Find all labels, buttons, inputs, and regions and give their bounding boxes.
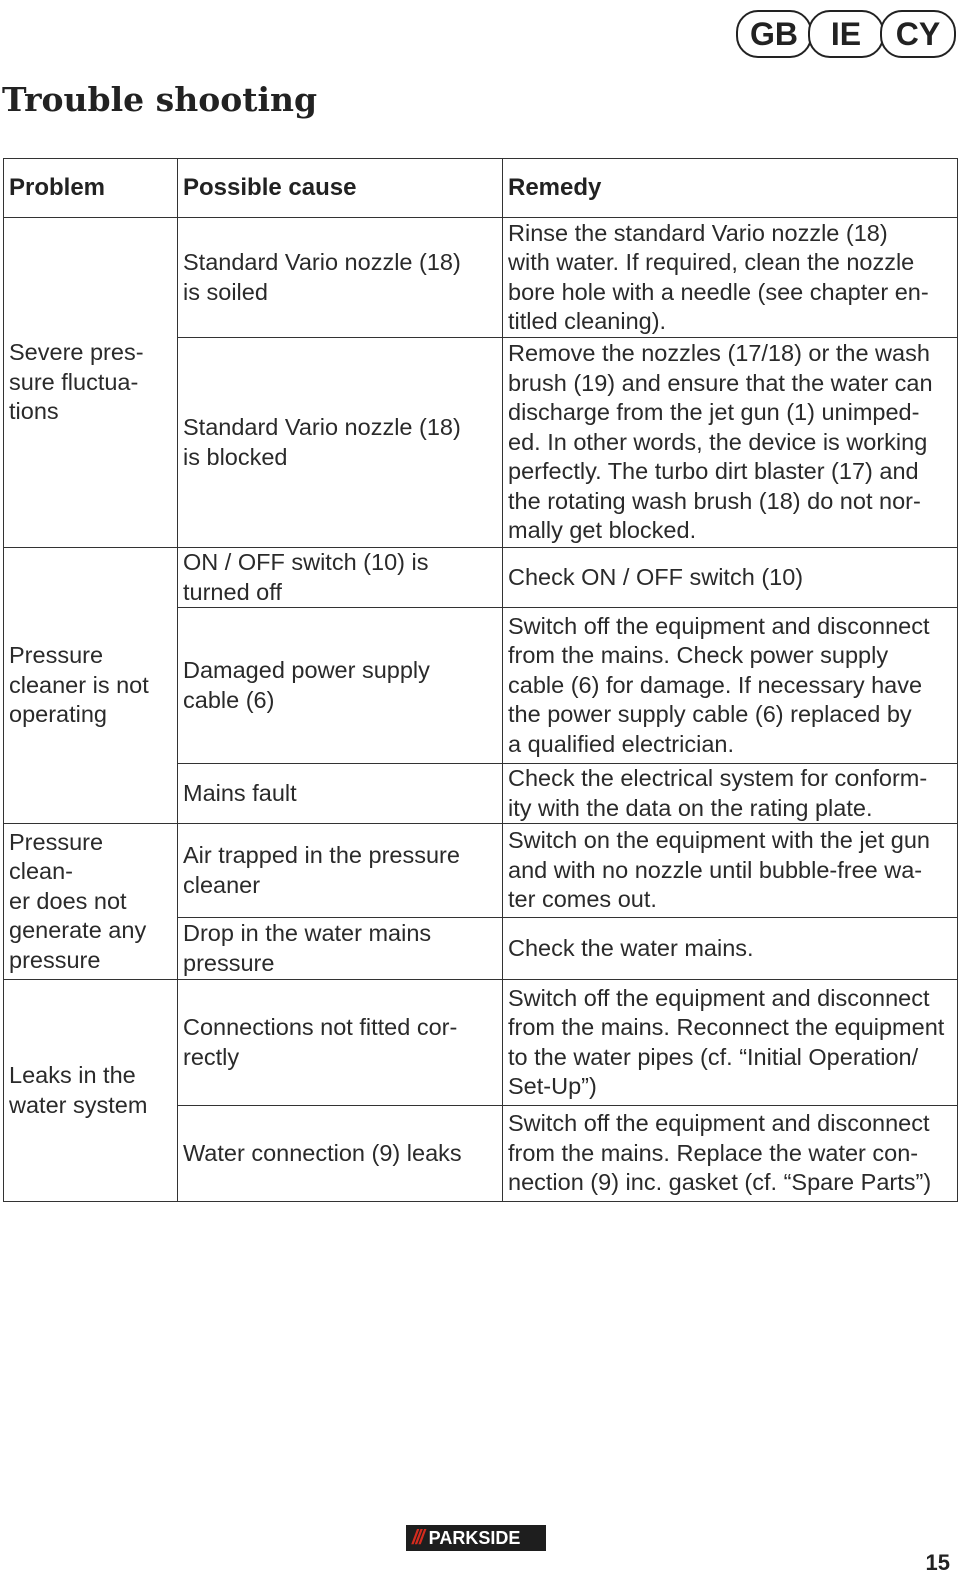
logo-stripes-icon: /// [412, 1527, 423, 1549]
table-row [4, 218, 958, 338]
brand-name: PARKSIDE [428, 1528, 521, 1548]
page-title: Trouble shooting [2, 80, 318, 119]
cause-cell: Water connection (9) leaks [178, 1106, 503, 1202]
problem-cell: Pressure cleaner is not operating [4, 548, 178, 824]
troubleshooting-table [3, 158, 958, 1202]
remedy-cell: Check the electrical system for conform- ity with the data on the rating plate. [503, 764, 958, 824]
language-badges [740, 10, 956, 58]
brand-logo [406, 1525, 546, 1551]
lang-badge-gb: GB [736, 10, 812, 58]
cause-cell: Drop in the water mains pressure [178, 918, 503, 980]
cause-cell: Standard Vario nozzle (18) is blocked [178, 338, 503, 548]
header-cause: Possible cause [178, 159, 503, 218]
remedy-cell: Rinse the standard Vario nozzle (18) with water. If required, clean the nozzle bore hole with a needle (see chapter en- titled cleaning). [503, 218, 958, 338]
remedy-cell: Switch off the equipment and disconnect from the mains. Reconnect the equipment to the water pipes (cf. “Initial Operation/ Set-Up”) [503, 980, 958, 1106]
cause-cell: Connections not fitted cor- rectly [178, 980, 503, 1106]
cause-cell: Mains fault [178, 764, 503, 824]
cause-cell: Damaged power supply cable (6) [178, 608, 503, 764]
cause-cell: Air trapped in the pressure cleaner [178, 824, 503, 918]
header-problem: Problem [4, 159, 178, 218]
problem-cell: Leaks in the water system [4, 980, 178, 1202]
remedy-cell: Switch off the equipment and disconnect from the mains. Replace the water con- nection (9) inc. gasket (cf. “Spare Parts”) [503, 1106, 958, 1202]
remedy-cell: Switch off the equipment and disconnect from the mains. Check power supply cable (6) for damage. If necessary have the power supply cable (6) replaced by a qualified electrician. [503, 608, 958, 764]
cause-cell: Standard Vario nozzle (18) is soiled [178, 218, 503, 338]
remedy-cell: Check the water mains. [503, 918, 958, 980]
problem-cell: Pressure clean- er does not generate any pressure [4, 824, 178, 980]
table-header-row [4, 159, 958, 218]
remedy-cell: Remove the nozzles (17/18) or the wash brush (19) and ensure that the water can discharge from the jet gun (1) unimped- ed. In other words, the device is working perfectly. The turbo dirt blaster (17) and the rotating wash brush (18) do not nor- mally get blocked. [503, 338, 958, 548]
header-remedy: Remedy [503, 159, 958, 218]
table-row [4, 548, 958, 608]
remedy-cell: Check ON / OFF switch (10) [503, 548, 958, 608]
cause-cell: ON / OFF switch (10) is turned off [178, 548, 503, 608]
lang-badge-ie: IE [808, 10, 884, 58]
problem-cell: Severe pres- sure fluctua- tions [4, 218, 178, 548]
page-number: 15 [925, 1550, 950, 1575]
lang-badge-cy: CY [880, 10, 956, 58]
remedy-cell: Switch on the equipment with the jet gun and with no nozzle until bubble-free wa- ter comes out. [503, 824, 958, 918]
table-row [4, 824, 958, 918]
table-row [4, 980, 958, 1106]
